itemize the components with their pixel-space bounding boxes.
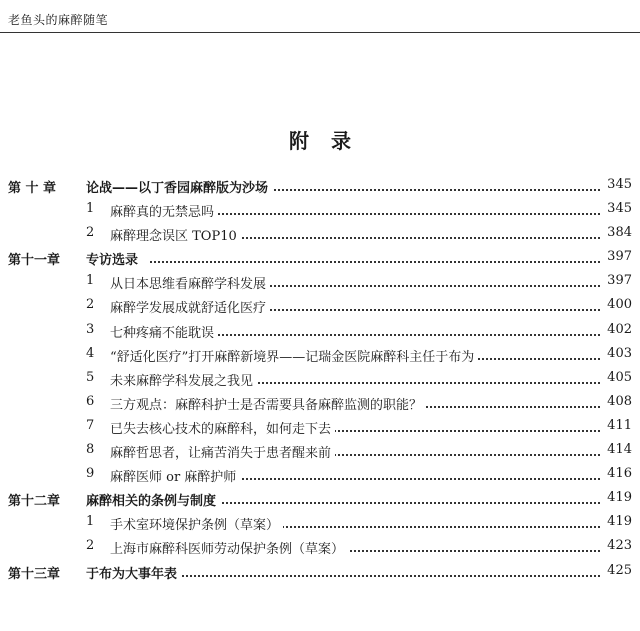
toc-chapter-row[interactable] — [0, 559, 640, 583]
toc-item-row[interactable] — [0, 390, 640, 414]
toc-chapter-row[interactable] — [0, 486, 640, 510]
toc-item-row[interactable] — [0, 510, 640, 534]
chapter-title: 于布为大事年表 — [86, 563, 181, 582]
chapter-label: 第十一章 — [8, 253, 61, 269]
page-number: 403 — [603, 346, 632, 361]
item-number: 7 — [86, 417, 95, 433]
item-title: 三方观点：麻醉科护士是否需要具备麻醉监测的职能？ — [110, 394, 426, 413]
item-number: 1 — [86, 273, 95, 289]
chapter-title: 麻醉相关的条例与制度 — [86, 490, 220, 509]
toc-item-row[interactable] — [0, 197, 640, 221]
page-number: 345 — [603, 177, 632, 192]
page-number: 408 — [603, 394, 632, 409]
item-title: 从日本思维看麻醉学科发展 — [110, 273, 270, 292]
toc-item-row[interactable] — [0, 269, 640, 293]
item-number: 2 — [86, 538, 95, 554]
item-title: 七种疼痛不能耽误 — [110, 322, 218, 341]
page-number: 419 — [603, 514, 632, 529]
page-number: 425 — [603, 563, 632, 578]
page-number: 414 — [603, 442, 632, 457]
item-title: “舒适化医疗”打开麻醉新境界——记瑞金医院麻醉科主任于布为 — [110, 346, 478, 365]
page-number: 397 — [603, 249, 632, 264]
running-header: 老鱼头的麻醉随笔 — [8, 13, 109, 27]
toc-item-row[interactable] — [0, 342, 640, 366]
item-number: 9 — [86, 466, 95, 482]
toc-item-row[interactable] — [0, 414, 640, 438]
toc-chapter-row[interactable] — [0, 173, 640, 197]
page-number: 411 — [603, 418, 632, 433]
page-number: 416 — [603, 466, 632, 481]
page-title: 附录 — [289, 129, 373, 154]
item-number: 1 — [86, 514, 95, 530]
item-number: 5 — [86, 369, 95, 385]
toc-item-row[interactable] — [0, 534, 640, 558]
chapter-title: 论战——以丁香园麻醉版为沙场 — [86, 177, 272, 196]
header-rule — [0, 32, 640, 33]
toc-item-row[interactable] — [0, 318, 640, 342]
page-number: 397 — [603, 273, 632, 288]
item-number: 8 — [86, 442, 95, 458]
item-number: 3 — [86, 321, 95, 337]
toc-item-row[interactable] — [0, 293, 640, 317]
toc-item-row[interactable] — [0, 462, 640, 486]
page-number: 423 — [603, 538, 632, 553]
item-title: 麻醉学发展成就舒适化医疗 — [110, 297, 270, 316]
chapter-title: 专访选录 — [86, 249, 142, 268]
toc-item-row[interactable] — [0, 366, 640, 390]
page-number: 400 — [603, 297, 632, 312]
item-title: 麻醉哲思者，让痛苦消失于患者醒来前 — [110, 442, 335, 461]
toc-item-row[interactable] — [0, 221, 640, 245]
page-number: 345 — [603, 201, 632, 216]
page-number: 405 — [603, 370, 632, 385]
item-number: 4 — [86, 345, 95, 361]
dot-leader — [150, 261, 600, 263]
chapter-label: 第十二章 — [8, 494, 61, 510]
item-title: 手术室环境保护条例（草案） — [110, 514, 283, 533]
item-title: 已失去核心技术的麻醉科，如何走下去 — [110, 418, 335, 437]
page-number: 402 — [603, 322, 632, 337]
toc-item-row[interactable] — [0, 438, 640, 462]
item-title: 麻醉医师 or 麻醉护师 — [110, 466, 240, 485]
item-title: 麻醉理念误区 TOP10 — [110, 225, 241, 244]
page-number: 419 — [603, 490, 632, 505]
table-of-contents — [0, 173, 640, 583]
dot-leader — [150, 575, 600, 577]
chapter-label: 第 十 章 — [8, 181, 57, 196]
chapter-label: 第十三章 — [8, 566, 61, 582]
item-title: 未来麻醉学科发展之我见 — [110, 370, 257, 389]
toc-chapter-row[interactable] — [0, 245, 640, 269]
item-title: 上海市麻醉科医师劳动保护条例（草案） — [110, 538, 348, 557]
item-number: 2 — [86, 297, 95, 313]
item-title: 麻醉真的无禁忌吗 — [110, 201, 218, 220]
item-number: 6 — [86, 393, 95, 409]
item-number: 1 — [86, 201, 95, 217]
item-number: 2 — [86, 225, 95, 241]
page-number: 384 — [603, 225, 632, 240]
